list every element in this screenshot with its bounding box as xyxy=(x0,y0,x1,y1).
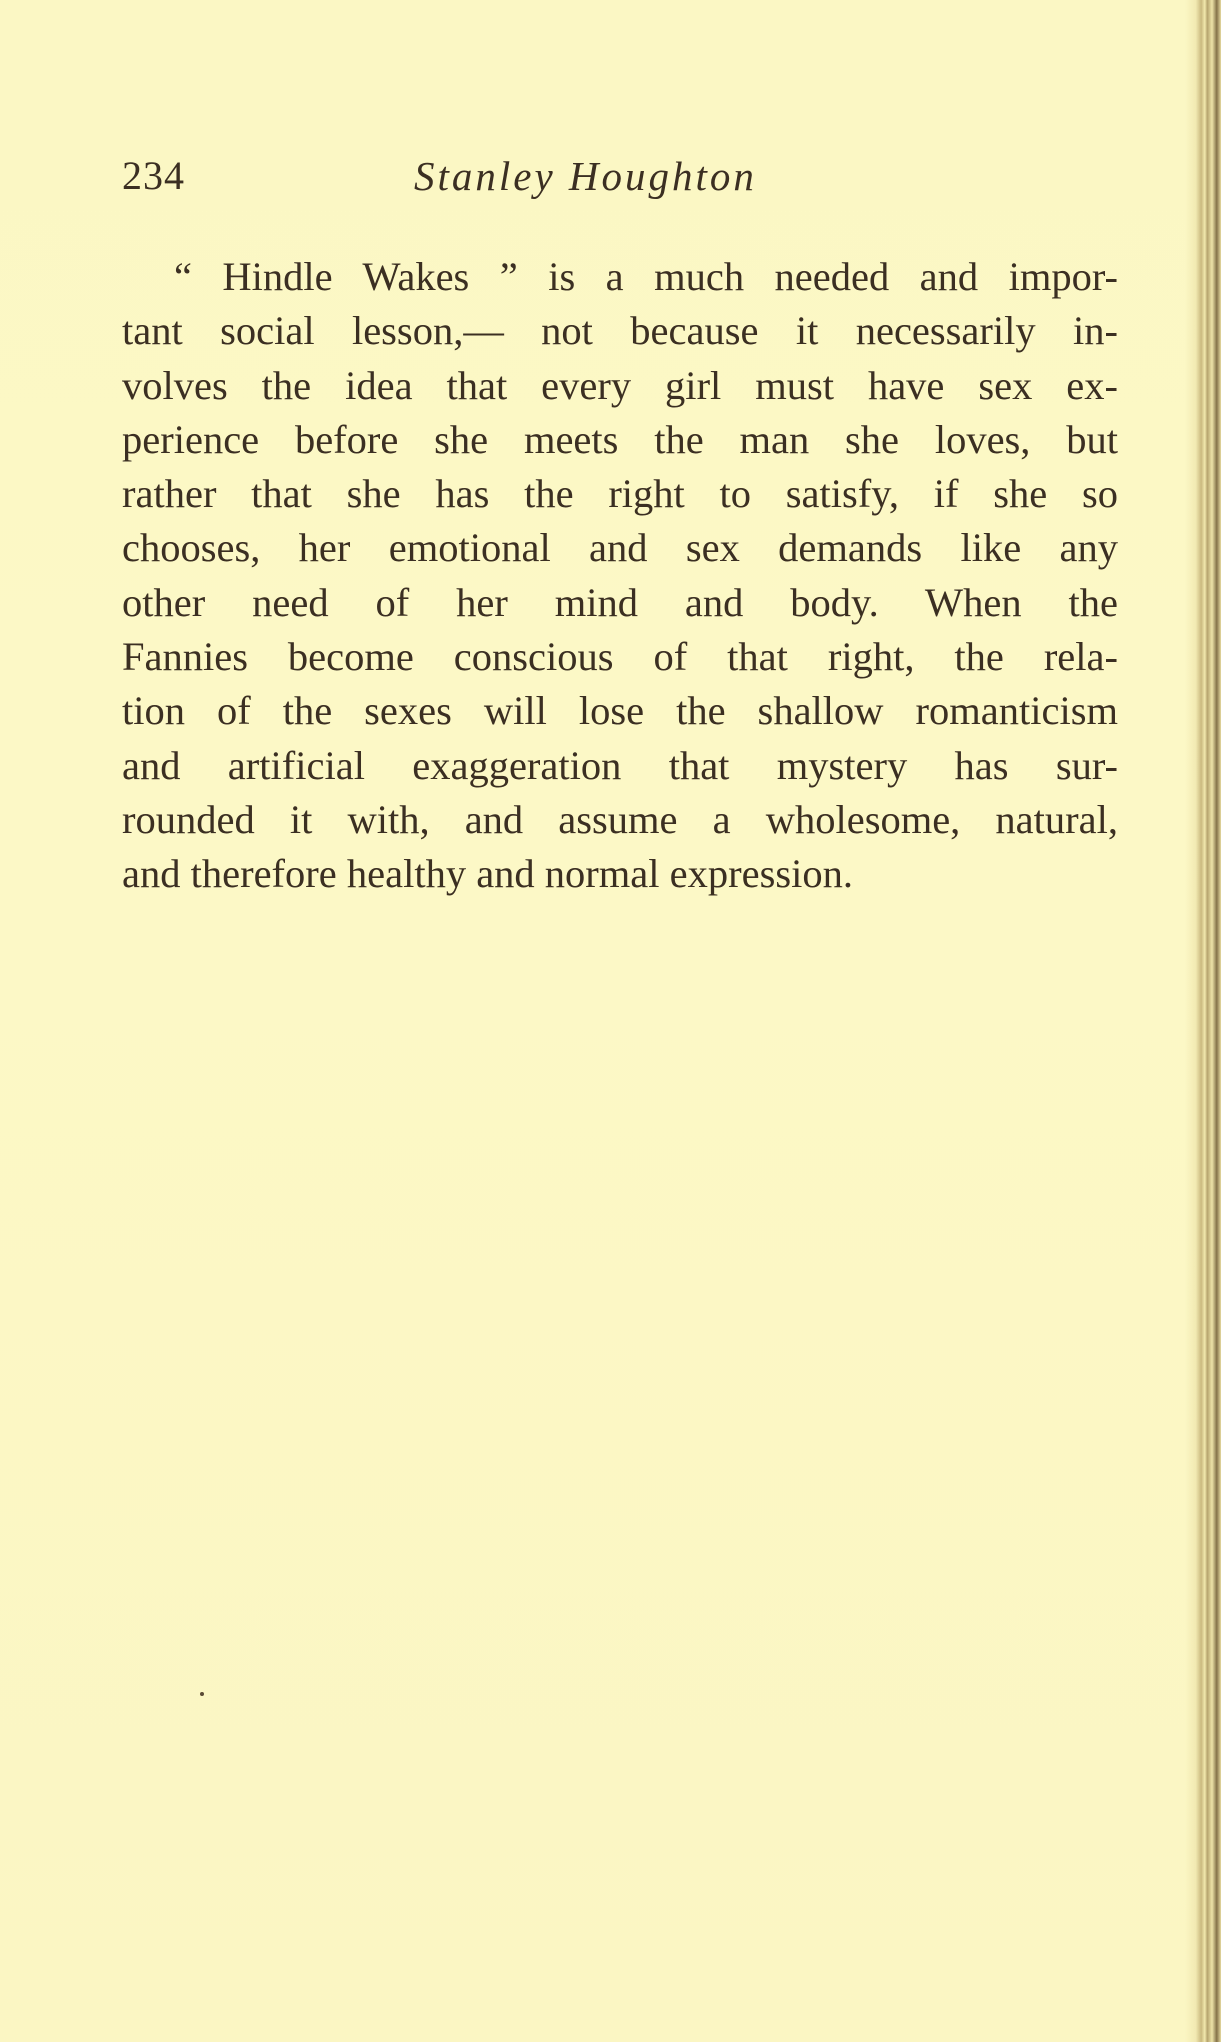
text-line: chooses, her emotional and sex demands like any xyxy=(122,525,1118,571)
text-line: rather that she has the right to satisfy, if she so xyxy=(122,471,1118,517)
running-head xyxy=(122,152,1122,212)
page-number: 234 xyxy=(122,153,185,198)
text-line: tion of the sexes will lose the shallow romanticism xyxy=(122,688,1118,734)
ink-speck xyxy=(200,1692,204,1696)
text-line: other need of her mind and body. When the xyxy=(122,579,1118,625)
text-line: volves the idea that every girl must have sex ex- xyxy=(122,362,1118,408)
page-edge-shadow xyxy=(1185,0,1221,2042)
text-line: perience before she meets the man she loves, but xyxy=(122,416,1118,462)
text-line: tant social lesson,— not because it necessarily in- xyxy=(122,308,1118,354)
running-title: Stanley Houghton xyxy=(414,153,757,199)
text-line: and artificial exaggeration that mystery has sur- xyxy=(122,742,1118,788)
text-line: Fannies become conscious of that right, the rela- xyxy=(122,634,1118,680)
text-line: and therefore healthy and normal expression. xyxy=(122,851,853,897)
text-line: rounded it with, and assume a wholesome, natural, xyxy=(122,796,1118,842)
text-line: “ Hindle Wakes ” is a much needed and impor- xyxy=(174,254,1118,299)
body-paragraph xyxy=(122,250,1118,902)
